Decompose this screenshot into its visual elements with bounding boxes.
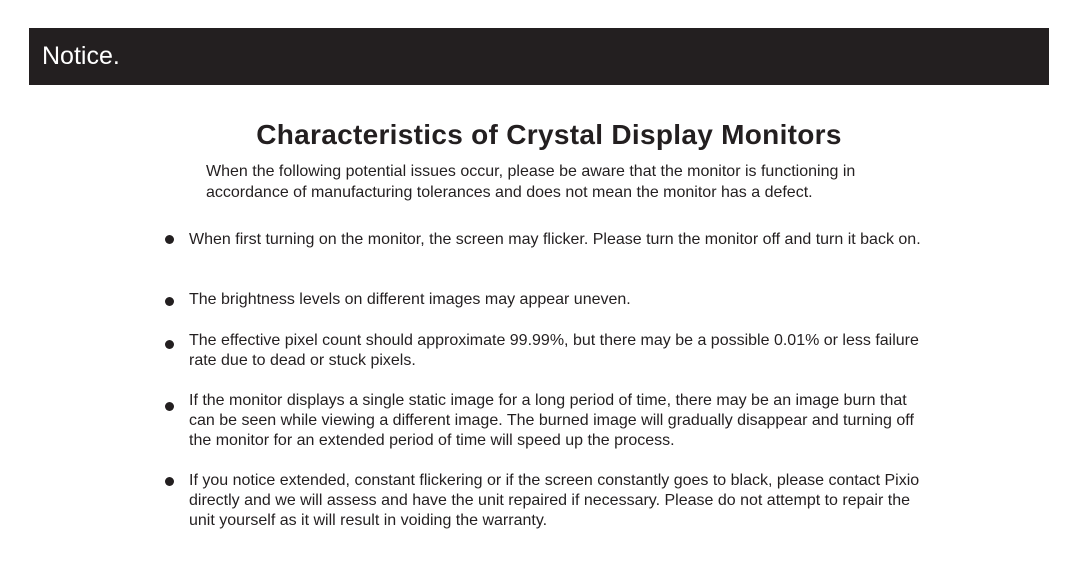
list-item-text: If the monitor displays a single static image for a long period of time, there may be an image burn that can be seen while viewing a different image. The burned image will gradually disappear and turning off the monitor for an extended period of time will speed up the process. (189, 392, 914, 449)
bullet-icon (165, 297, 174, 306)
list-item-text: The brightness levels on different images may appear uneven. (189, 291, 631, 308)
intro-paragraph: When the following potential issues occur, please be aware that the monitor is functioning in accordance of manufacturing tolerances and does not mean the monitor has a defect. (206, 163, 856, 201)
bullet-icon (165, 477, 174, 486)
bullet-icon (165, 402, 174, 411)
list-item-text: The effective pixel count should approximate 99.99%, but there may be a possible 0.01% or less failure rate due to dead or stuck pixels. (189, 332, 919, 369)
bullet-icon (165, 340, 174, 349)
list-item-text: If you notice extended, constant flickering or if the screen constantly goes to black, please contact Pixio directly and we will assess and have the unit repaired if necessary. Please do not attempt to repair the unit yourself as it will result in voiding the warranty. (189, 472, 920, 529)
list-item (189, 331, 929, 371)
list-item (189, 391, 929, 451)
notice-title: Notice. (42, 42, 120, 70)
bullet-icon (165, 235, 174, 244)
list-item (189, 290, 929, 310)
list-item-text: When first turning on the monitor, the screen may flicker. Please turn the monitor off and turn it back on. (189, 231, 921, 248)
list-item (189, 230, 929, 250)
page-heading: Characteristics of Crystal Display Monitors (256, 119, 842, 150)
list-item (189, 471, 929, 531)
notice-header-bar (29, 28, 1049, 85)
